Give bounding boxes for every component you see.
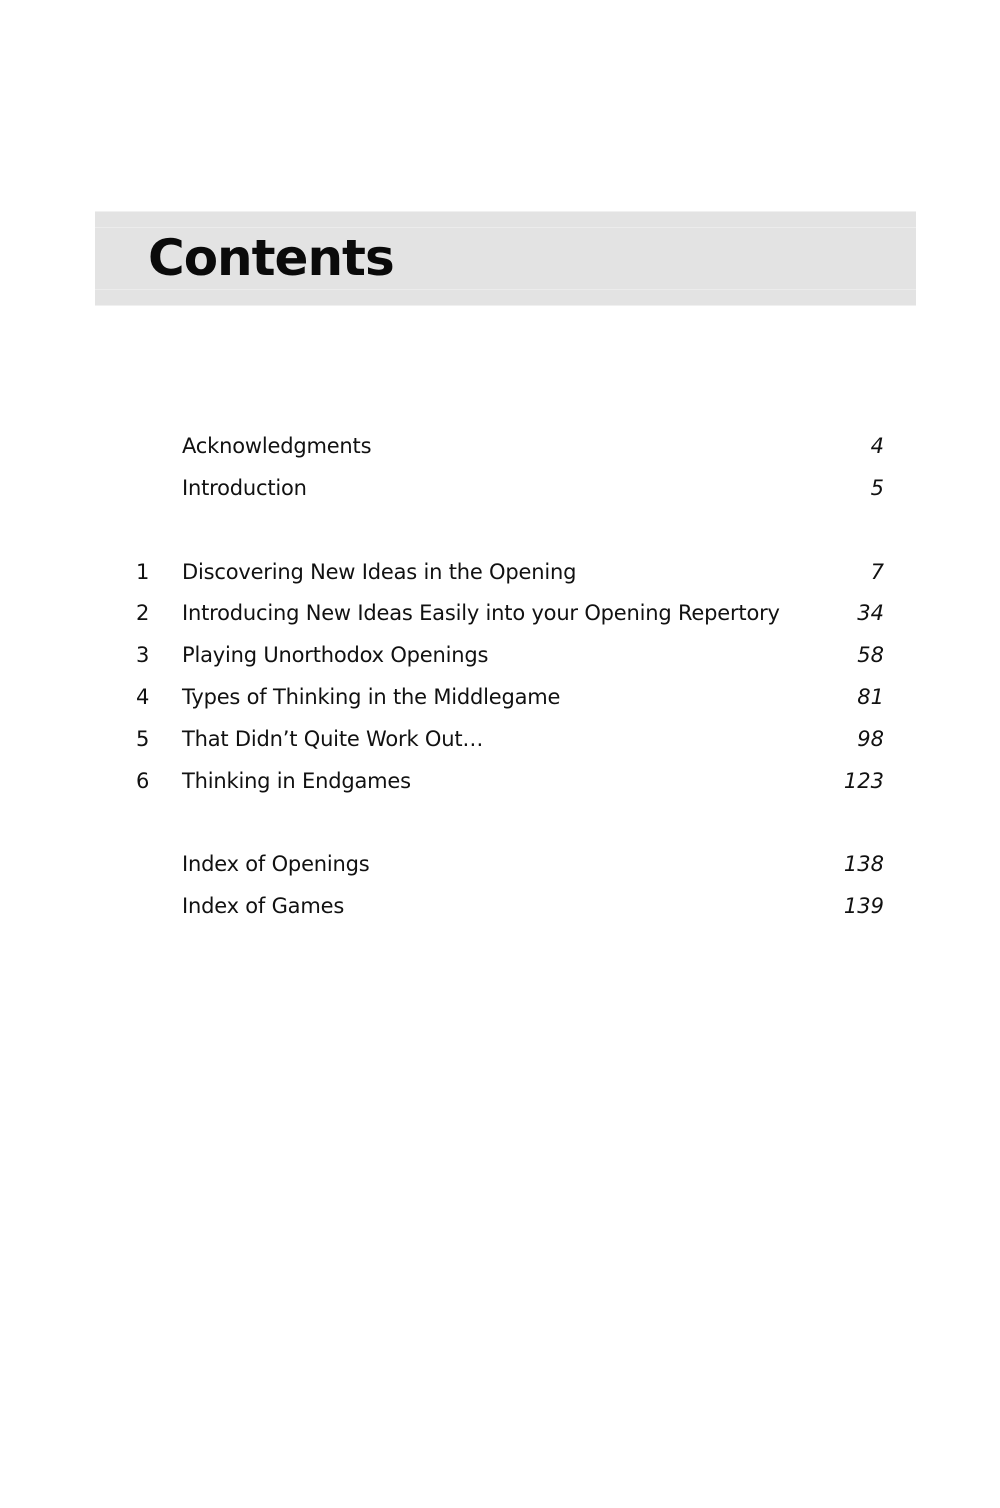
- toc-entry-page-number: 7: [870, 560, 884, 584]
- toc-entry-label: Acknowledgments: [182, 434, 372, 458]
- toc-chapter-2[interactable]: [130, 596, 884, 630]
- toc-entry-label: Discovering New Ideas in the Opening: [182, 560, 577, 584]
- toc-entry-page-number: 5: [870, 476, 884, 500]
- toc-entry-index-of-games[interactable]: [130, 889, 884, 923]
- toc-entry-introduction[interactable]: [130, 471, 884, 505]
- toc-chapter-number: 5: [136, 727, 150, 751]
- toc-entry-page-number: 4: [870, 434, 884, 458]
- toc-entry-label: Thinking in Endgames: [182, 769, 411, 793]
- toc-entry-label: Introduction: [182, 476, 307, 500]
- toc-entry-label: That Didn’t Quite Work Out…: [182, 727, 484, 751]
- toc-chapter-number: 6: [136, 769, 150, 793]
- toc-entry-label: Index of Openings: [182, 852, 370, 876]
- toc-chapter-number: 2: [136, 601, 150, 625]
- toc-chapter-3[interactable]: [130, 638, 884, 672]
- toc-chapter-1[interactable]: [130, 555, 884, 589]
- page-title: Contents: [148, 229, 394, 287]
- toc-chapter-6[interactable]: [130, 764, 884, 798]
- toc-entry-page-number: 34: [857, 601, 884, 625]
- toc-entry-index-of-openings[interactable]: [130, 847, 884, 881]
- toc-chapter-number: 3: [136, 643, 150, 667]
- toc-chapter-4[interactable]: [130, 680, 884, 714]
- toc-entry-acknowledgments[interactable]: [130, 429, 884, 463]
- toc-entry-page-number: 139: [843, 894, 884, 918]
- toc-entry-label: Types of Thinking in the Middlegame: [182, 685, 561, 709]
- toc-entry-page-number: 98: [857, 727, 884, 751]
- toc-entry-page-number: 123: [843, 769, 884, 793]
- toc-entry-label: Index of Games: [182, 894, 345, 918]
- toc-entry-page-number: 81: [857, 685, 884, 709]
- toc-entry-page-number: 138: [843, 852, 884, 876]
- toc-chapter-number: 1: [136, 560, 150, 584]
- toc-entry-page-number: 58: [857, 643, 884, 667]
- toc-chapter-number: 4: [136, 685, 150, 709]
- toc-entry-label: Playing Unorthodox Openings: [182, 643, 489, 667]
- toc-entry-label: Introducing New Ideas Easily into your Opening Repertory: [182, 601, 780, 625]
- toc-chapter-5[interactable]: [130, 722, 884, 756]
